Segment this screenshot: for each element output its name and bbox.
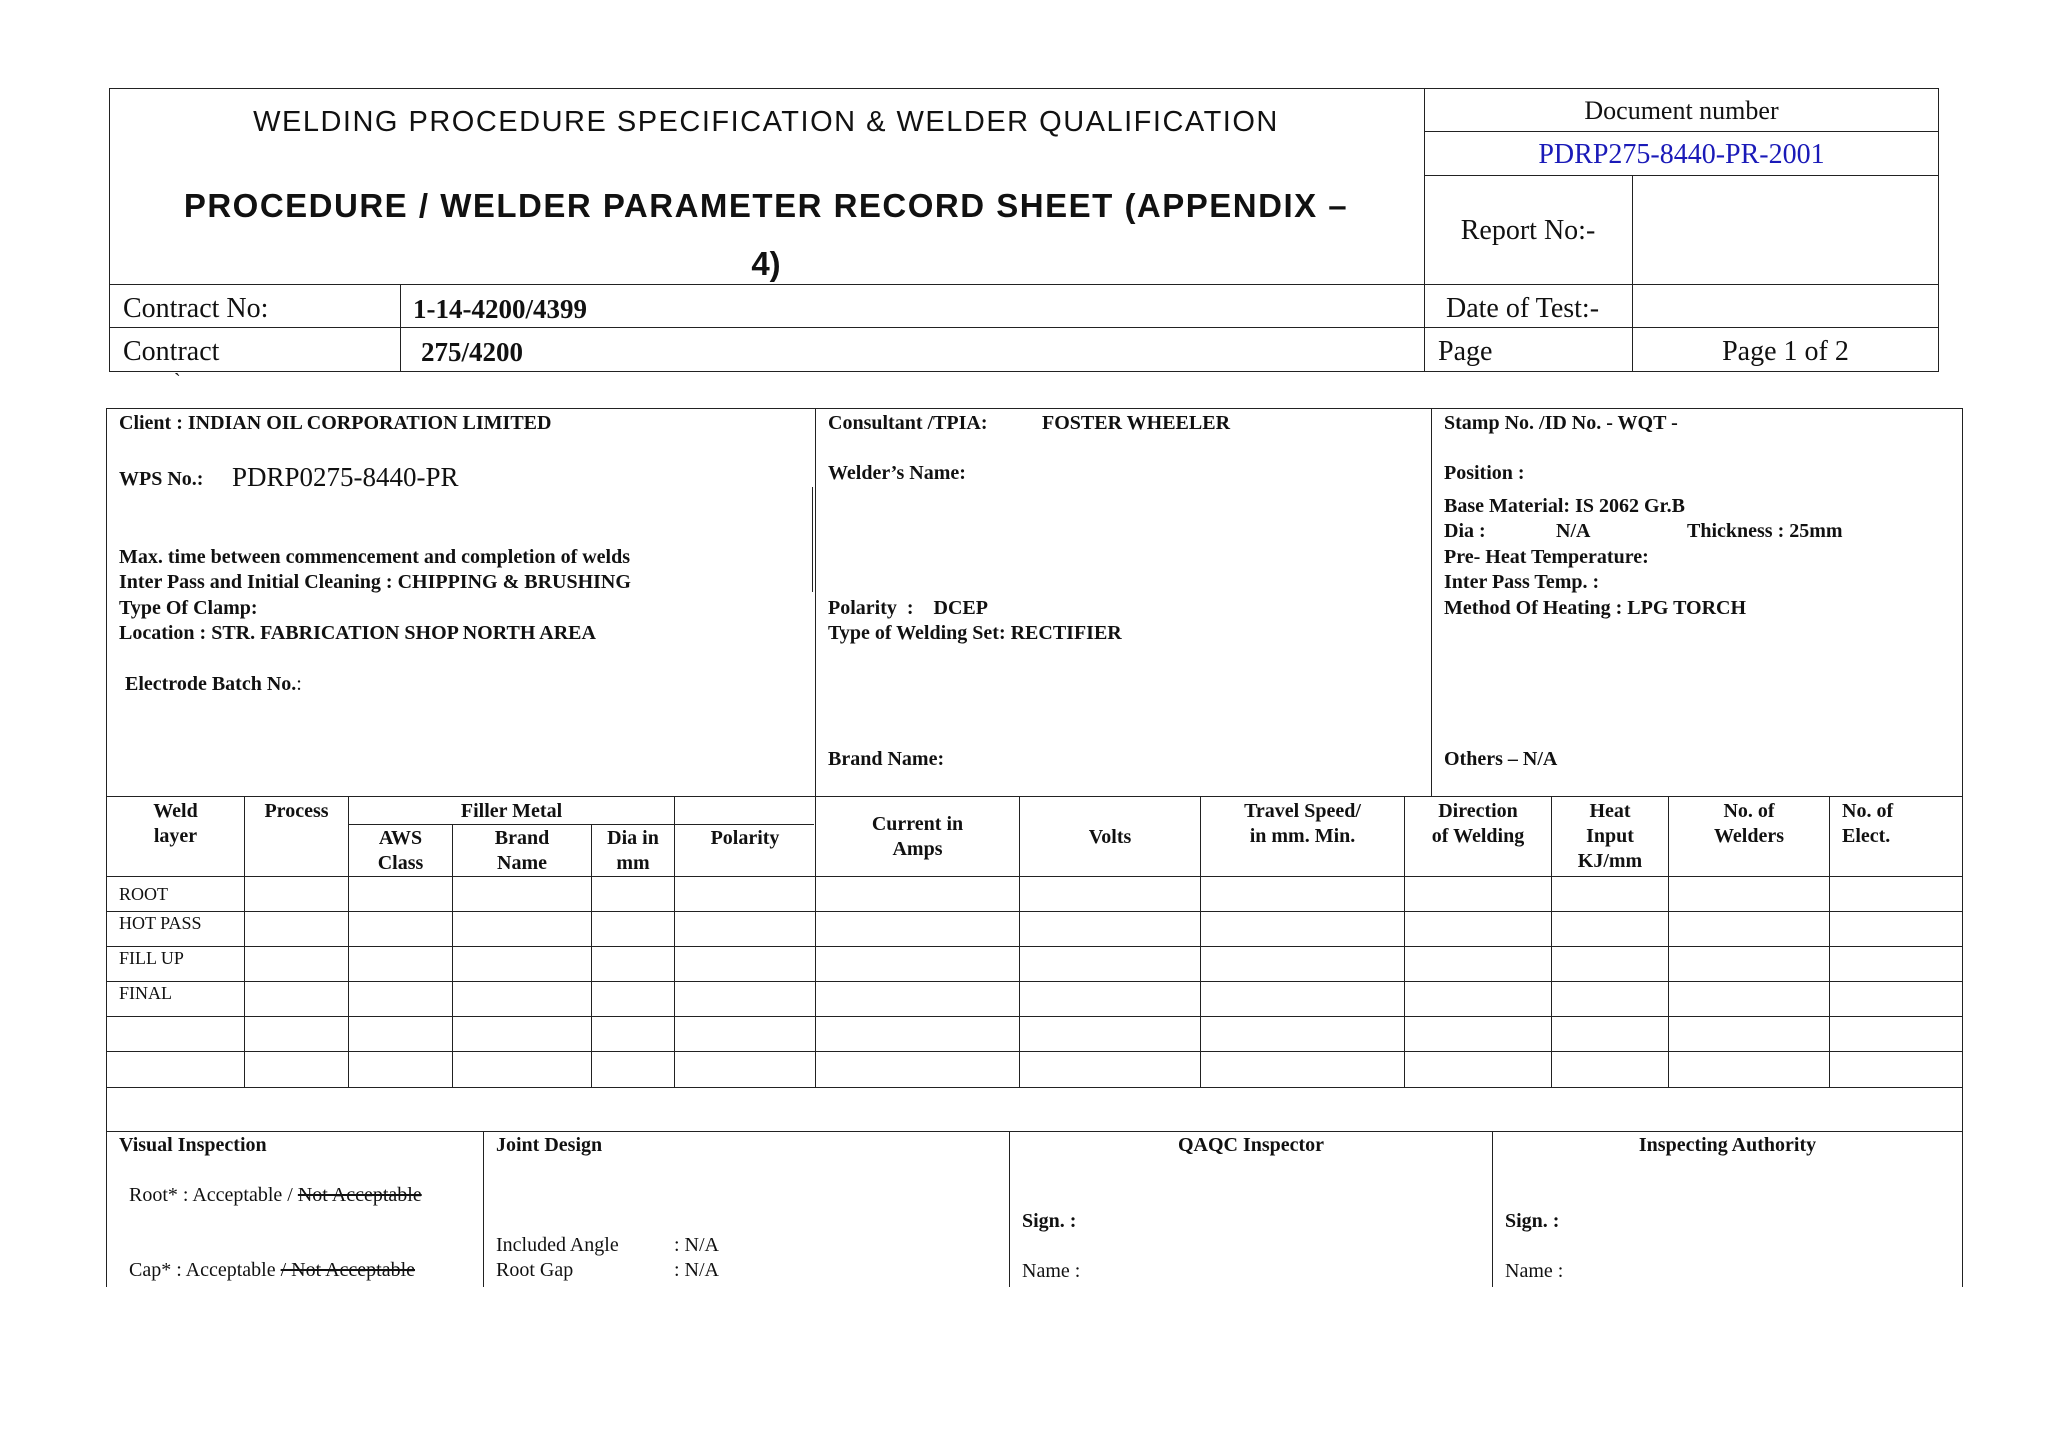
stray-mark: ` <box>174 370 181 392</box>
col-brand-line2: Name <box>497 852 547 874</box>
col-welders-line1: No. of <box>1723 800 1775 822</box>
col-elect-line2: Elect. <box>1842 825 1891 847</box>
col-process: Process <box>264 800 329 822</box>
col-heat-line1: Heat <box>1589 800 1631 822</box>
table-row-label: FILL UP <box>119 948 184 968</box>
col-filler-metal: Filler Metal <box>460 800 563 822</box>
root-gap-label: Root Gap <box>496 1259 574 1281</box>
col-aws-line1: AWS <box>378 827 423 849</box>
table-row-label: ROOT <box>119 884 168 904</box>
col-direction <box>1405 799 1551 849</box>
col-current-line2: Amps <box>892 838 943 860</box>
consultant-label: Consultant /TPIA: <box>828 412 988 434</box>
max-time-field: Max. time between commencement and completion of welds <box>119 546 631 568</box>
col-dia-line1: Dia in <box>607 827 659 849</box>
consultant-value: FOSTER WHEELER <box>1042 412 1231 434</box>
authority-name-label: Name : <box>1505 1260 1564 1282</box>
qaqc-inspector-heading: QAQC Inspector <box>1177 1134 1325 1156</box>
cap-not-acceptable-struck: / Not Acceptable <box>280 1259 416 1281</box>
cap-visual-result <box>119 1233 415 1283</box>
col-weld-layer <box>107 799 244 849</box>
sheet-title-line2: 4) <box>751 245 781 282</box>
electrode-batch-label: Electrode Batch No. <box>125 673 297 695</box>
document-number-label: Document number <box>1584 96 1779 125</box>
polarity-field: Polarity : DCEP <box>828 597 988 619</box>
page-label: Page <box>1438 336 1493 367</box>
electrode-batch-field <box>125 672 302 697</box>
root-visual-result <box>119 1158 422 1208</box>
col-weld-layer-line2: layer <box>153 825 198 847</box>
inter-pass-cleaning-field: Inter Pass and Initial Cleaning : CHIPPING & BRUSHING <box>119 571 631 593</box>
col-no-of-elect <box>1842 799 1960 849</box>
cap-acceptable-text: Cap* : Acceptable <box>129 1259 281 1281</box>
contract-no-label: Contract No: <box>123 293 269 324</box>
qaqc-name-label: Name : <box>1022 1260 1081 1282</box>
table-row-label: HOT PASS <box>119 913 202 933</box>
root-not-acceptable-struck: Not Acceptable <box>297 1184 422 1206</box>
col-brand-name <box>453 826 591 876</box>
brand-name-field: Brand Name: <box>828 748 945 770</box>
col-weld-layer-line1: Weld <box>153 800 198 822</box>
root-acceptable-text: Root* : Acceptable / <box>129 1184 298 1206</box>
col-travel-speed <box>1201 799 1404 849</box>
table-row-label: FINAL <box>119 983 172 1003</box>
date-of-test-label: Date of Test:- <box>1446 293 1600 324</box>
col-current-line1: Current in <box>871 813 964 835</box>
included-angle-value: : N/A <box>674 1234 719 1256</box>
form-title: WELDING PROCEDURE SPECIFICATION & WELDER QUALIFICATION <box>253 106 1279 138</box>
authority-sign-label: Sign. : <box>1505 1210 1560 1232</box>
page-cutoff-area <box>0 1287 2048 1447</box>
col-volts: Volts <box>1088 826 1132 848</box>
report-no-label: Report No:- <box>1460 215 1596 246</box>
method-of-heating-field: Method Of Heating : LPG TORCH <box>1444 597 1747 619</box>
inter-pass-temp-field: Inter Pass Temp. : <box>1444 571 1600 593</box>
welders-name-field: Welder’s Name: <box>828 462 966 484</box>
thickness-field: Thickness : 25mm <box>1687 520 1843 542</box>
joint-design-heading: Joint Design <box>496 1134 603 1156</box>
dia-value: N/A <box>1556 520 1591 542</box>
wps-no-value: PDRP0275-8440-PR <box>232 462 459 492</box>
base-material-field: Base Material: IS 2062 Gr.B <box>1444 495 1685 517</box>
col-direction-line2: of Welding <box>1431 825 1525 847</box>
col-brand-line1: Brand <box>494 827 550 849</box>
type-of-clamp-field: Type Of Clamp: <box>119 597 258 619</box>
page-number: Page 1 of 2 <box>1722 336 1849 367</box>
contract-label: Contract <box>123 336 220 367</box>
wps-no-label: WPS No.: <box>119 468 204 490</box>
col-travel-line2: in mm. Min. <box>1249 825 1356 847</box>
document-number-value: PDRP275-8440-PR-2001 <box>1538 139 1825 170</box>
stamp-no-field: Stamp No. /ID No. - WQT - <box>1444 412 1678 434</box>
visual-inspection-heading: Visual Inspection <box>119 1134 267 1156</box>
dia-label: Dia : <box>1444 520 1486 542</box>
welding-set-field: Type of Welding Set: RECTIFIER <box>828 622 1122 644</box>
col-no-of-welders <box>1669 799 1829 849</box>
contract-value: 275/4200 <box>421 337 524 367</box>
client-field: Client : INDIAN OIL CORPORATION LIMITED <box>119 412 552 434</box>
col-aws-class <box>349 826 452 876</box>
root-gap-value: : N/A <box>674 1259 719 1281</box>
contract-no-value: 1-14-4200/4399 <box>413 294 587 324</box>
col-elect-line1: No. of <box>1842 800 1894 822</box>
col-heat-line3: KJ/mm <box>1577 850 1643 872</box>
sheet-title-line1: PROCEDURE / WELDER PARAMETER RECORD SHEET (APPENDIX – <box>183 187 1349 224</box>
col-heat-input <box>1552 799 1668 874</box>
col-heat-line2: Input <box>1586 825 1634 847</box>
col-welders-line2: Welders <box>1714 825 1784 847</box>
col-dia-line2: mm <box>616 852 650 874</box>
location-field: Location : STR. FABRICATION SHOP NORTH AREA <box>119 622 596 644</box>
qaqc-sign-label: Sign. : <box>1022 1210 1077 1232</box>
col-polarity: Polarity <box>710 827 780 849</box>
preheat-field: Pre- Heat Temperature: <box>1444 546 1649 568</box>
included-angle-label: Included Angle <box>496 1234 619 1256</box>
position-field: Position : <box>1444 462 1525 484</box>
col-current-amps <box>816 812 1019 862</box>
col-dia-mm <box>592 826 674 876</box>
electrode-batch-colon: : <box>296 673 302 695</box>
col-travel-line1: Travel Speed/ <box>1244 800 1361 822</box>
col-aws-line2: Class <box>377 852 424 874</box>
col-direction-line1: Direction <box>1438 800 1518 822</box>
others-field: Others – N/A <box>1444 748 1558 770</box>
inspecting-authority-heading: Inspecting Authority <box>1638 1134 1817 1156</box>
